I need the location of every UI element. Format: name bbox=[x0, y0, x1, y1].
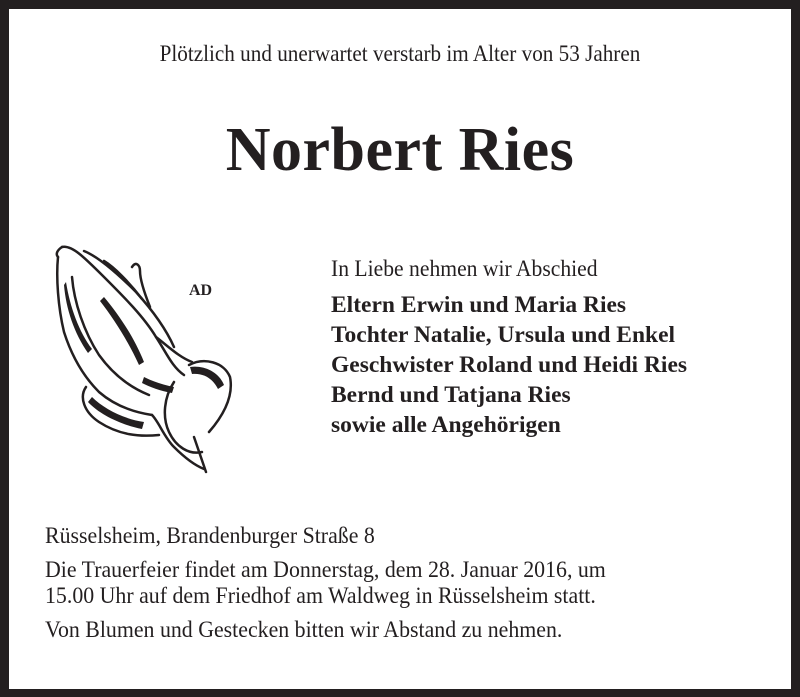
intro-text: Plötzlich und unerwartet verstarb im Alter von 53 Jahren bbox=[159, 41, 641, 66]
mourners-block bbox=[331, 256, 687, 440]
durer-monogram: AD bbox=[189, 282, 213, 299]
obituary-notice bbox=[9, 9, 791, 689]
mourner-line: Bernd und Tatjana Ries bbox=[331, 382, 571, 408]
mourner-line: sowie alle Angehörigen bbox=[331, 412, 561, 438]
deceased-name: Norbert Ries bbox=[225, 116, 575, 184]
mourner-line: Tochter Natalie, Ursula und Enkel bbox=[331, 322, 676, 348]
mourner-line: Geschwister Roland und Heidi Ries bbox=[331, 352, 688, 378]
praying-hands-icon bbox=[44, 237, 234, 477]
details-block bbox=[45, 523, 606, 643]
flowers-note: Von Blumen und Gestecken bitten wir Abstand zu nehmen. bbox=[45, 617, 563, 643]
address: Rüsselsheim, Brandenburger Straße 8 bbox=[45, 523, 375, 549]
farewell-lead: In Liebe nehmen wir Abschied bbox=[331, 256, 598, 281]
mourner-line: Eltern Erwin und Maria Ries bbox=[331, 292, 627, 318]
ceremony-line-1: Die Trauerfeier findet am Donnerstag, dem 28. Januar 2016, um bbox=[45, 557, 606, 583]
ceremony-line-2: 15.00 Uhr auf dem Friedhof am Waldweg in Rüsselsheim statt. bbox=[45, 583, 596, 609]
